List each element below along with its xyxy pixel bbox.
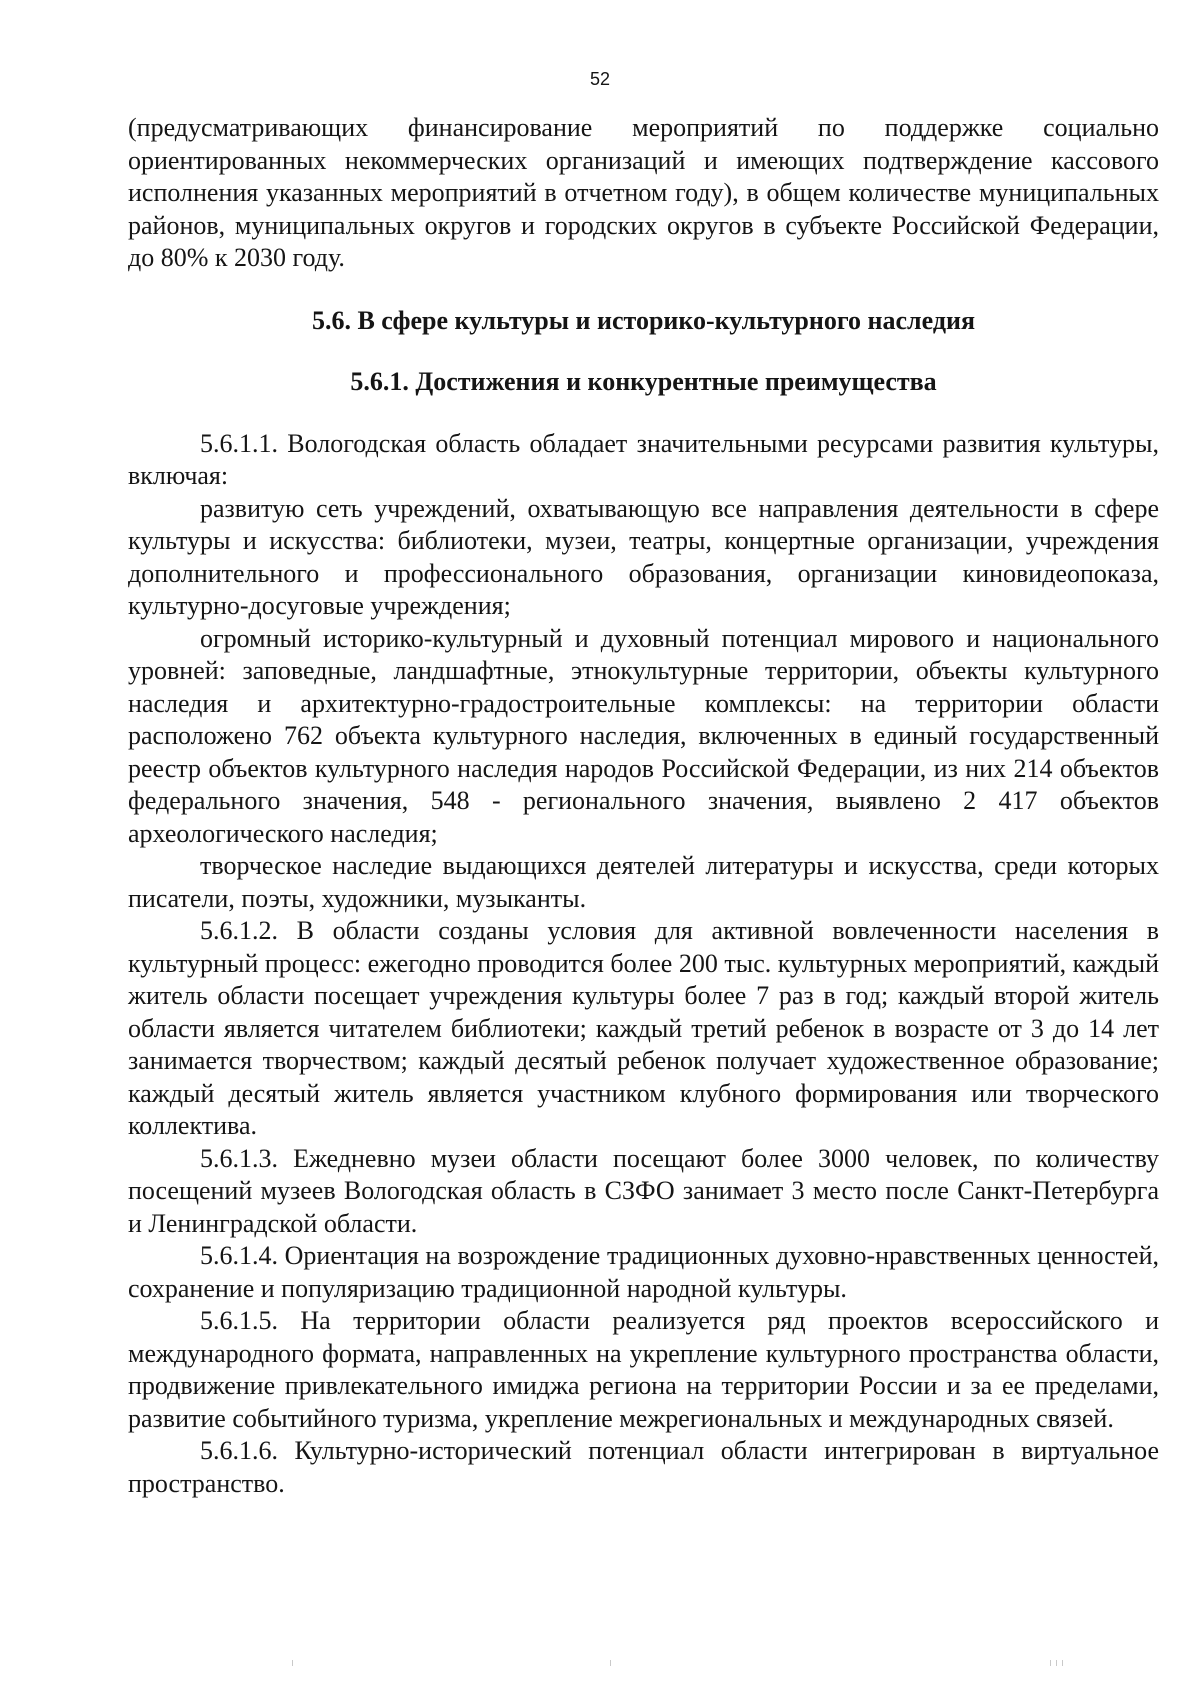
scan-mark <box>1050 1660 1051 1666</box>
paragraph-5-6-1-5: 5.6.1.5. На территории области реализуется ряд проектов всероссийского и международного формата, направленных на укрепление культурного пространства области, продвижение привлекательного имиджа региона на территории России и за ее пределами, развитие событийного туризма, укрепление межрегиональных и международных связей. <box>128 1306 1159 1433</box>
paragraph-5-6-1-4: 5.6.1.4. Ориентация на возрождение традиционных духовно-нравственных ценностей, сохранение и популяризацию традиционной народной культуры. <box>128 1241 1159 1303</box>
page-content <box>128 112 1159 1500</box>
scan-mark <box>1056 1660 1057 1666</box>
scan-artifacts <box>0 1660 1200 1680</box>
intro-paragraph: (предусматривающих финансирование мероприятий по поддержке социально ориентированных некоммерческих организаций и имеющих подтверждение кассового исполнения указанных мероприятий в отчетном году), в общем количестве муниципальных районов, муниципальных округов и городских округов в субъекте Российской Федерации, до 80% к 2030 году. <box>128 113 1159 272</box>
scan-mark <box>1062 1660 1063 1666</box>
paragraph-5-6-1-6: 5.6.1.6. Культурно-исторический потенциал области интегрирован в виртуальное пространство. <box>128 1436 1159 1498</box>
page-number: 52 <box>589 69 611 89</box>
paragraph-5-6-1-2: 5.6.1.2. В области созданы условия для активной вовлеченности населения в культурный процесс: ежегодно проводится более 200 тыс. культурных мероприятий, каждый житель области посещает учреждения культуры более 7 раз в год; каждый второй житель области является читателем библиотеки; каждый третий ребенок в возрасте от 3 до 14 лет занимается творчеством; каждый десятый ребенок получает художественное образование; каждый десятый житель является участником клубного формирования или творческого коллектива. <box>128 916 1159 1140</box>
scan-mark <box>292 1660 293 1666</box>
paragraph-5-6-1-1: 5.6.1.1. Вологодская область обладает значительными ресурсами развития культуры, включая: <box>128 428 1159 490</box>
paragraph-heritage: творческое наследие выдающихся деятелей литературы и искусства, среди которых писатели, поэты, художники, музыканты. <box>128 851 1159 913</box>
scan-mark <box>610 1660 611 1666</box>
section-heading: 5.6. В сфере культуры и историко-культурного наследия <box>311 305 976 335</box>
paragraph-5-6-1-3: 5.6.1.3. Ежедневно музеи области посещают более 3000 человек, по количеству посещений музеев Вологодская область в СЗФО занимает 3 место после Санкт-Петербурга и Ленинградской области. <box>128 1143 1159 1238</box>
paragraph-network: развитую сеть учреждений, охватывающую все направления деятельности в сфере культуры и искусства: библиотеки, музеи, театры, концертные организации, учреждения дополнительного и профессионального образования, организации киновидеопоказа, культурно-досуговые учреждения; <box>128 493 1159 620</box>
paragraph-potential: огромный историко-культурный и духовный потенциал мирового и национального уровней: заповедные, ландшафтные, этнокультурные территории, объекты культурного наследия и архитектурно-градостроительные комплексы: на территории области расположено 762 объекта культурного наследия, включенных в единый государственный реестр объектов культурного наследия народов Российской Федерации, из них 214 объектов федерального значения, 548 - регионального значения, выявлено 2 417 объектов археологического наследия; <box>128 623 1159 848</box>
subsection-heading: 5.6.1. Достижения и конкурентные преимущества <box>350 367 937 396</box>
